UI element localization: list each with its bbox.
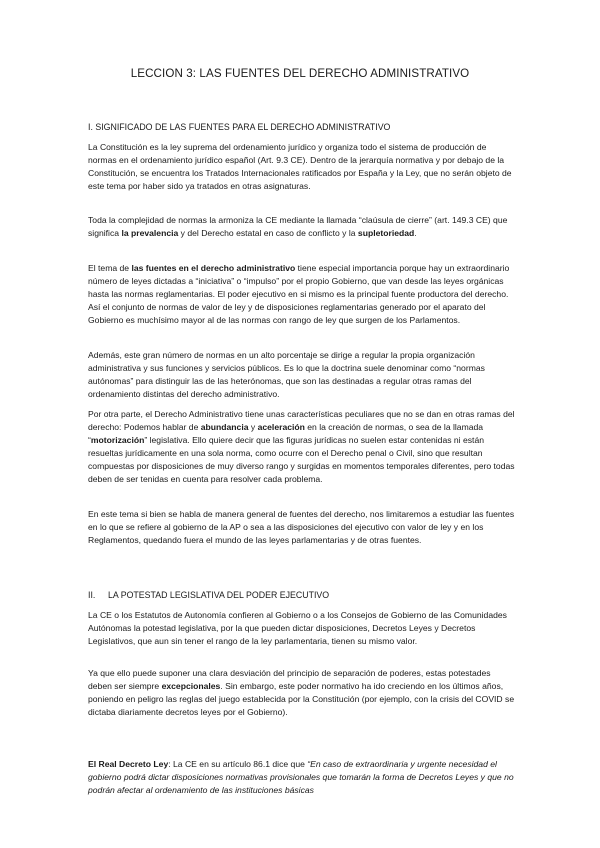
paragraph-text: Por otra parte, el Derecho Administrativo tiene unas características peculiares que no se dan en otras ramas del derecho: Podemos hablar de abundancia y aceleración en la creación de normas, o sea de la llamada “motorización” legislativa. Ello quiere decir que las figuras jurídicas no suelen estar contenidas ni están resueltas jurídicamente en una sola norma, como ocurre con el Derecho penal o Civil, sino que resultan compuestas por disposiciones de muy diverso rango y surgidas en momentos temporales diferentes, pero todas deben de ser tenidas en cuenta para resolver cada problema.: [88, 409, 515, 484]
paragraph: [88, 408, 516, 485]
section-number: II.: [88, 590, 96, 600]
paragraph: [88, 141, 516, 193]
paragraph-text: Además, este gran número de normas en un alto porcentaje se dirige a regular la propia organización administrativa y sus funciones y servicios públicos. Es lo que la doctrina suele denominar como “normas autónomas” para distinguir las de las heterónomas, que son las destinadas a regular otras ramas del ordenamiento distintas del derecho administrativo.: [88, 350, 485, 399]
paragraph: [88, 214, 516, 240]
paragraph-text: La Constitución es la ley suprema del ordenamiento jurídico y organiza todo el sistema de producción de normas en el ordenamiento jurídico español (Art. 9.3 CE). Dentro de la jerarquía normativa y por debajo de la Constitución, se encuentra los Tratados Internacionales ratificados por España y la Ley, que no serán objeto de este tema por haber sido ya tratados en otras asignaturas.: [88, 142, 512, 191]
section-1-heading-block: [88, 122, 516, 132]
section-heading: I. SIGNIFICADO DE LAS FUENTES PARA EL DERECHO ADMINISTRATIVO: [88, 122, 391, 132]
paragraph: [88, 758, 516, 797]
paragraph: [88, 349, 516, 401]
paragraph: [88, 262, 516, 327]
paragraph-text: El tema de las fuentes en el derecho administrativo tiene especial importancia porque hay un extraordinario número de leyes dictadas a “iniciativa” o “impulso” por el propio Gobierno, que van desde las leyes orgánicas hasta las normas reglamentarias. El poder ejecutivo en si mismo es la principal fuente productora del derecho. Así el conjunto de normas de valor de ley y de disposiciones reglamentarias generado por el aparato del Gobierno es muchísimo mayor al de las normas con rango de ley que surgen de los Parlamentos.: [88, 263, 510, 325]
paragraph-text: Ya que ello puede suponer una clara desviación del principio de separación de poderes, estas potestades deben ser siempre excepcionales. Sin embargo, este poder normativo ha ido creciendo en los últimos años, poniendo en peligro las reglas del juego establecida por la Constitución (por ejemplo, con la crisis del COVID se dictaba diariamente decretos leyes por el Gobierno).: [88, 668, 515, 717]
section-2-heading-block: [88, 590, 516, 600]
paragraph-text: En este tema si bien se habla de manera general de fuentes del derecho, nos limitaremos a estudiar las fuentes en lo que se refiere al gobierno de la AP o sea a las disposiciones del ejecutivo con valor de ley y en los Reglamentos, quedando fuera el mundo de las leyes parlamentarias y de otras fuentes.: [88, 509, 515, 545]
paragraph: [88, 667, 516, 719]
paragraph: [88, 508, 516, 547]
paragraph-text: El Real Decreto Ley: La CE en su artículo 86.1 dice que “En caso de extraordinaria y urgente necesidad el gobierno podrá dictar disposiciones normativas provisionales que tomarán la forma de Decretos Leyes y que no podrán afectar al ordenamiento de las instituciones básicas: [88, 759, 514, 795]
paragraph-text: Toda la complejidad de normas la armoniza la CE mediante la llamada “claúsula de cierre” (art. 149.3 CE) que significa la prevalencia y del Derecho estatal en caso de conflicto y la supletoriedad.: [88, 215, 508, 238]
section-heading: II. LA POTESTAD LEGISLATIVA DEL PODER EJECUTIVO: [88, 590, 330, 600]
page-title: LECCION 3: LAS FUENTES DEL DERECHO ADMINISTRATIVO: [130, 67, 470, 80]
paragraph-text: La CE o los Estatutos de Autonomía confieren al Gobierno o a los Consejos de Gobierno de las Comunidades Autónomas la potestad legislativa, por la que pueden dictar disposiciones, Decretos Leyes y Decretos Legislativos, que aun sin tener el rango de la ley parlamentaria, tienen su mismo valor.: [88, 610, 507, 646]
paragraph: [88, 609, 516, 648]
